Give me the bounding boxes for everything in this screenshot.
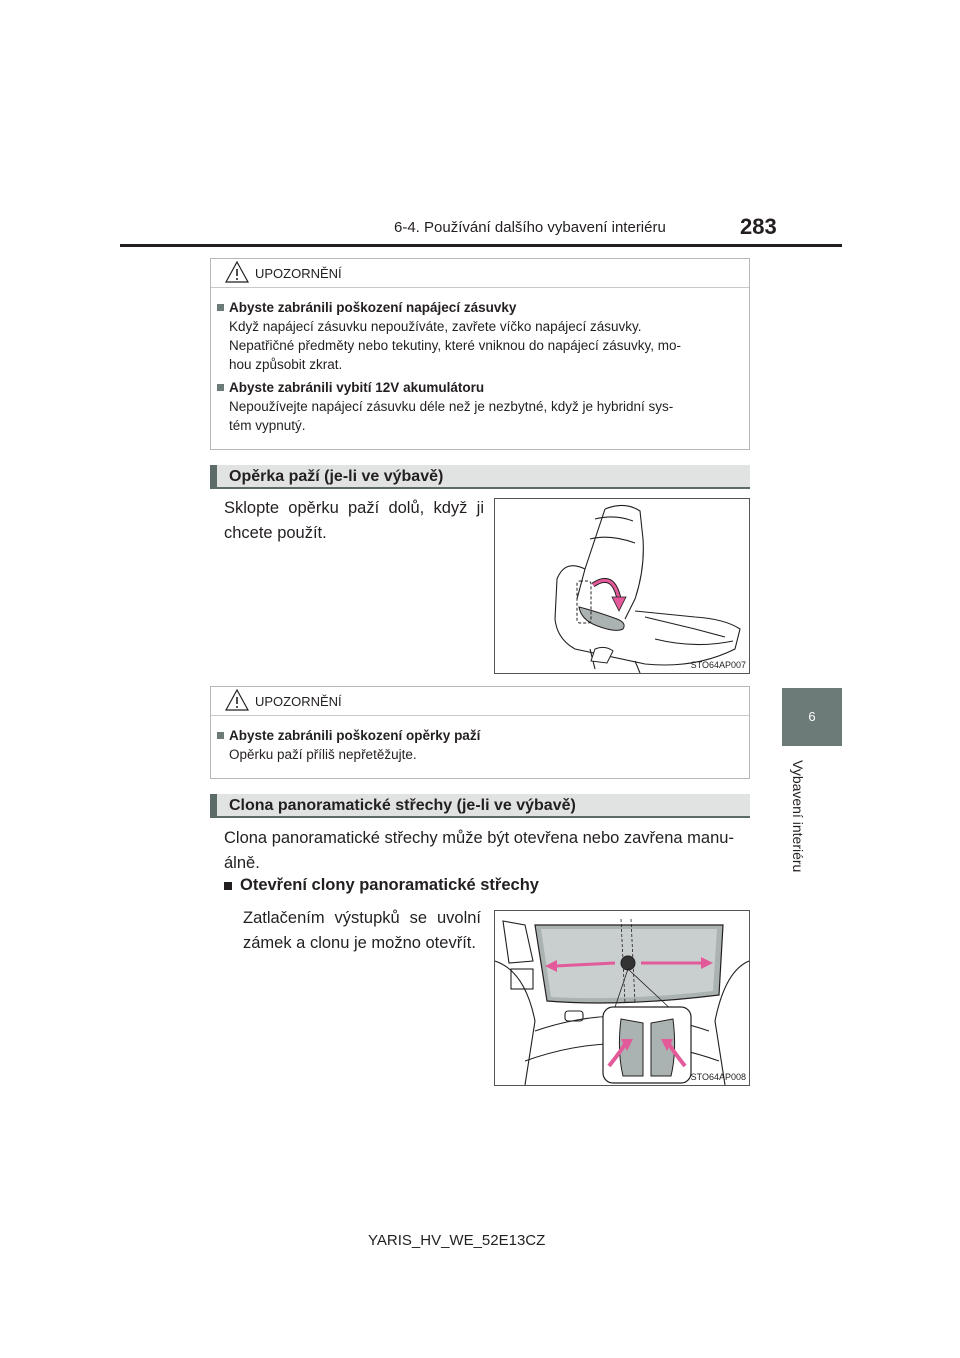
text-line: chcete použít.: [224, 524, 327, 542]
warning-item-line: Když napájecí zásuvku nepoužíváte, zavřete víčko napájecí zásuvky.: [229, 319, 642, 334]
section-header-shade: [210, 794, 750, 818]
warning-box-armrest: [210, 686, 750, 779]
seat-armrest-illustration: [495, 499, 749, 673]
header-rule: [120, 244, 842, 247]
text-line: álně.: [224, 854, 260, 872]
armrest-figure: [494, 498, 750, 674]
warning-title: UPOZORNĚNÍ: [255, 266, 342, 281]
chapter-tab[interactable]: 6: [782, 688, 842, 746]
section-header-armrest: [210, 465, 750, 489]
warning-item-line: Nepoužívejte napájecí zásuvku déle než je nezbytné, když je hybridní sys-: [229, 399, 674, 414]
shade-figure: [494, 910, 750, 1086]
warning-item-heading: Abyste zabránili poškození napájecí zásuvky: [217, 298, 735, 317]
armrest-instruction: [224, 496, 484, 546]
warning-triangle-icon: [225, 261, 249, 283]
warning-item-heading: Abyste zabránili poškození opěrky paží: [217, 726, 735, 745]
section-title: Opěrka paží (je-li ve výbavě): [229, 468, 444, 485]
warning-item-line: tém vypnutý.: [229, 418, 306, 433]
document-code: YARIS_HV_WE_52E13CZ: [368, 1232, 546, 1249]
warning-item-line: hou způsobit zkrat.: [229, 357, 343, 372]
panoramic-shade-illustration: [495, 911, 749, 1085]
warning-item-line: Opěrku paží příliš nepřetěžujte.: [229, 747, 417, 762]
warning-header: [211, 259, 749, 288]
text-line: Clona panoramatické střechy může být otevřena nebo zavřena manu-: [224, 829, 734, 847]
shade-subheading: [224, 876, 539, 895]
page-number: 283: [740, 214, 777, 239]
warning-box-power-outlet: [210, 258, 750, 450]
warning-triangle-icon: [225, 689, 249, 711]
subheading-text: Otevření clony panoramatické střechy: [240, 876, 539, 894]
bullet-square-icon: [224, 882, 232, 890]
bullet-square-icon: [217, 304, 224, 311]
text-line: Sklopte opěrku paží dolů, když ji: [224, 499, 484, 517]
bullet-square-icon: [217, 384, 224, 391]
chapter-label: Vybavení interiéru: [790, 760, 806, 873]
figure-code: STO64AP008: [690, 1072, 746, 1082]
text-line: zámek a clonu je možno otevřít.: [243, 934, 476, 952]
text-line: Zatlačením výstupků se uvolní: [243, 909, 481, 927]
figure-code: STO64AP007: [690, 660, 746, 670]
warning-header: [211, 687, 749, 716]
header-section-title: 6-4. Používání dalšího vybavení interiéru: [394, 219, 666, 236]
warning-item-heading: Abyste zabránili vybití 12V akumulátoru: [217, 378, 735, 397]
bullet-square-icon: [217, 732, 224, 739]
shade-description: [224, 826, 750, 876]
warning-title: UPOZORNĚNÍ: [255, 694, 342, 709]
shade-instruction: [243, 906, 481, 956]
warning-item-line: Nepatřičné předměty nebo tekutiny, které vniknou do napájecí zásuvky, mo-: [229, 338, 681, 353]
section-title: Clona panoramatické střechy (je-li ve výbavě): [229, 797, 576, 814]
